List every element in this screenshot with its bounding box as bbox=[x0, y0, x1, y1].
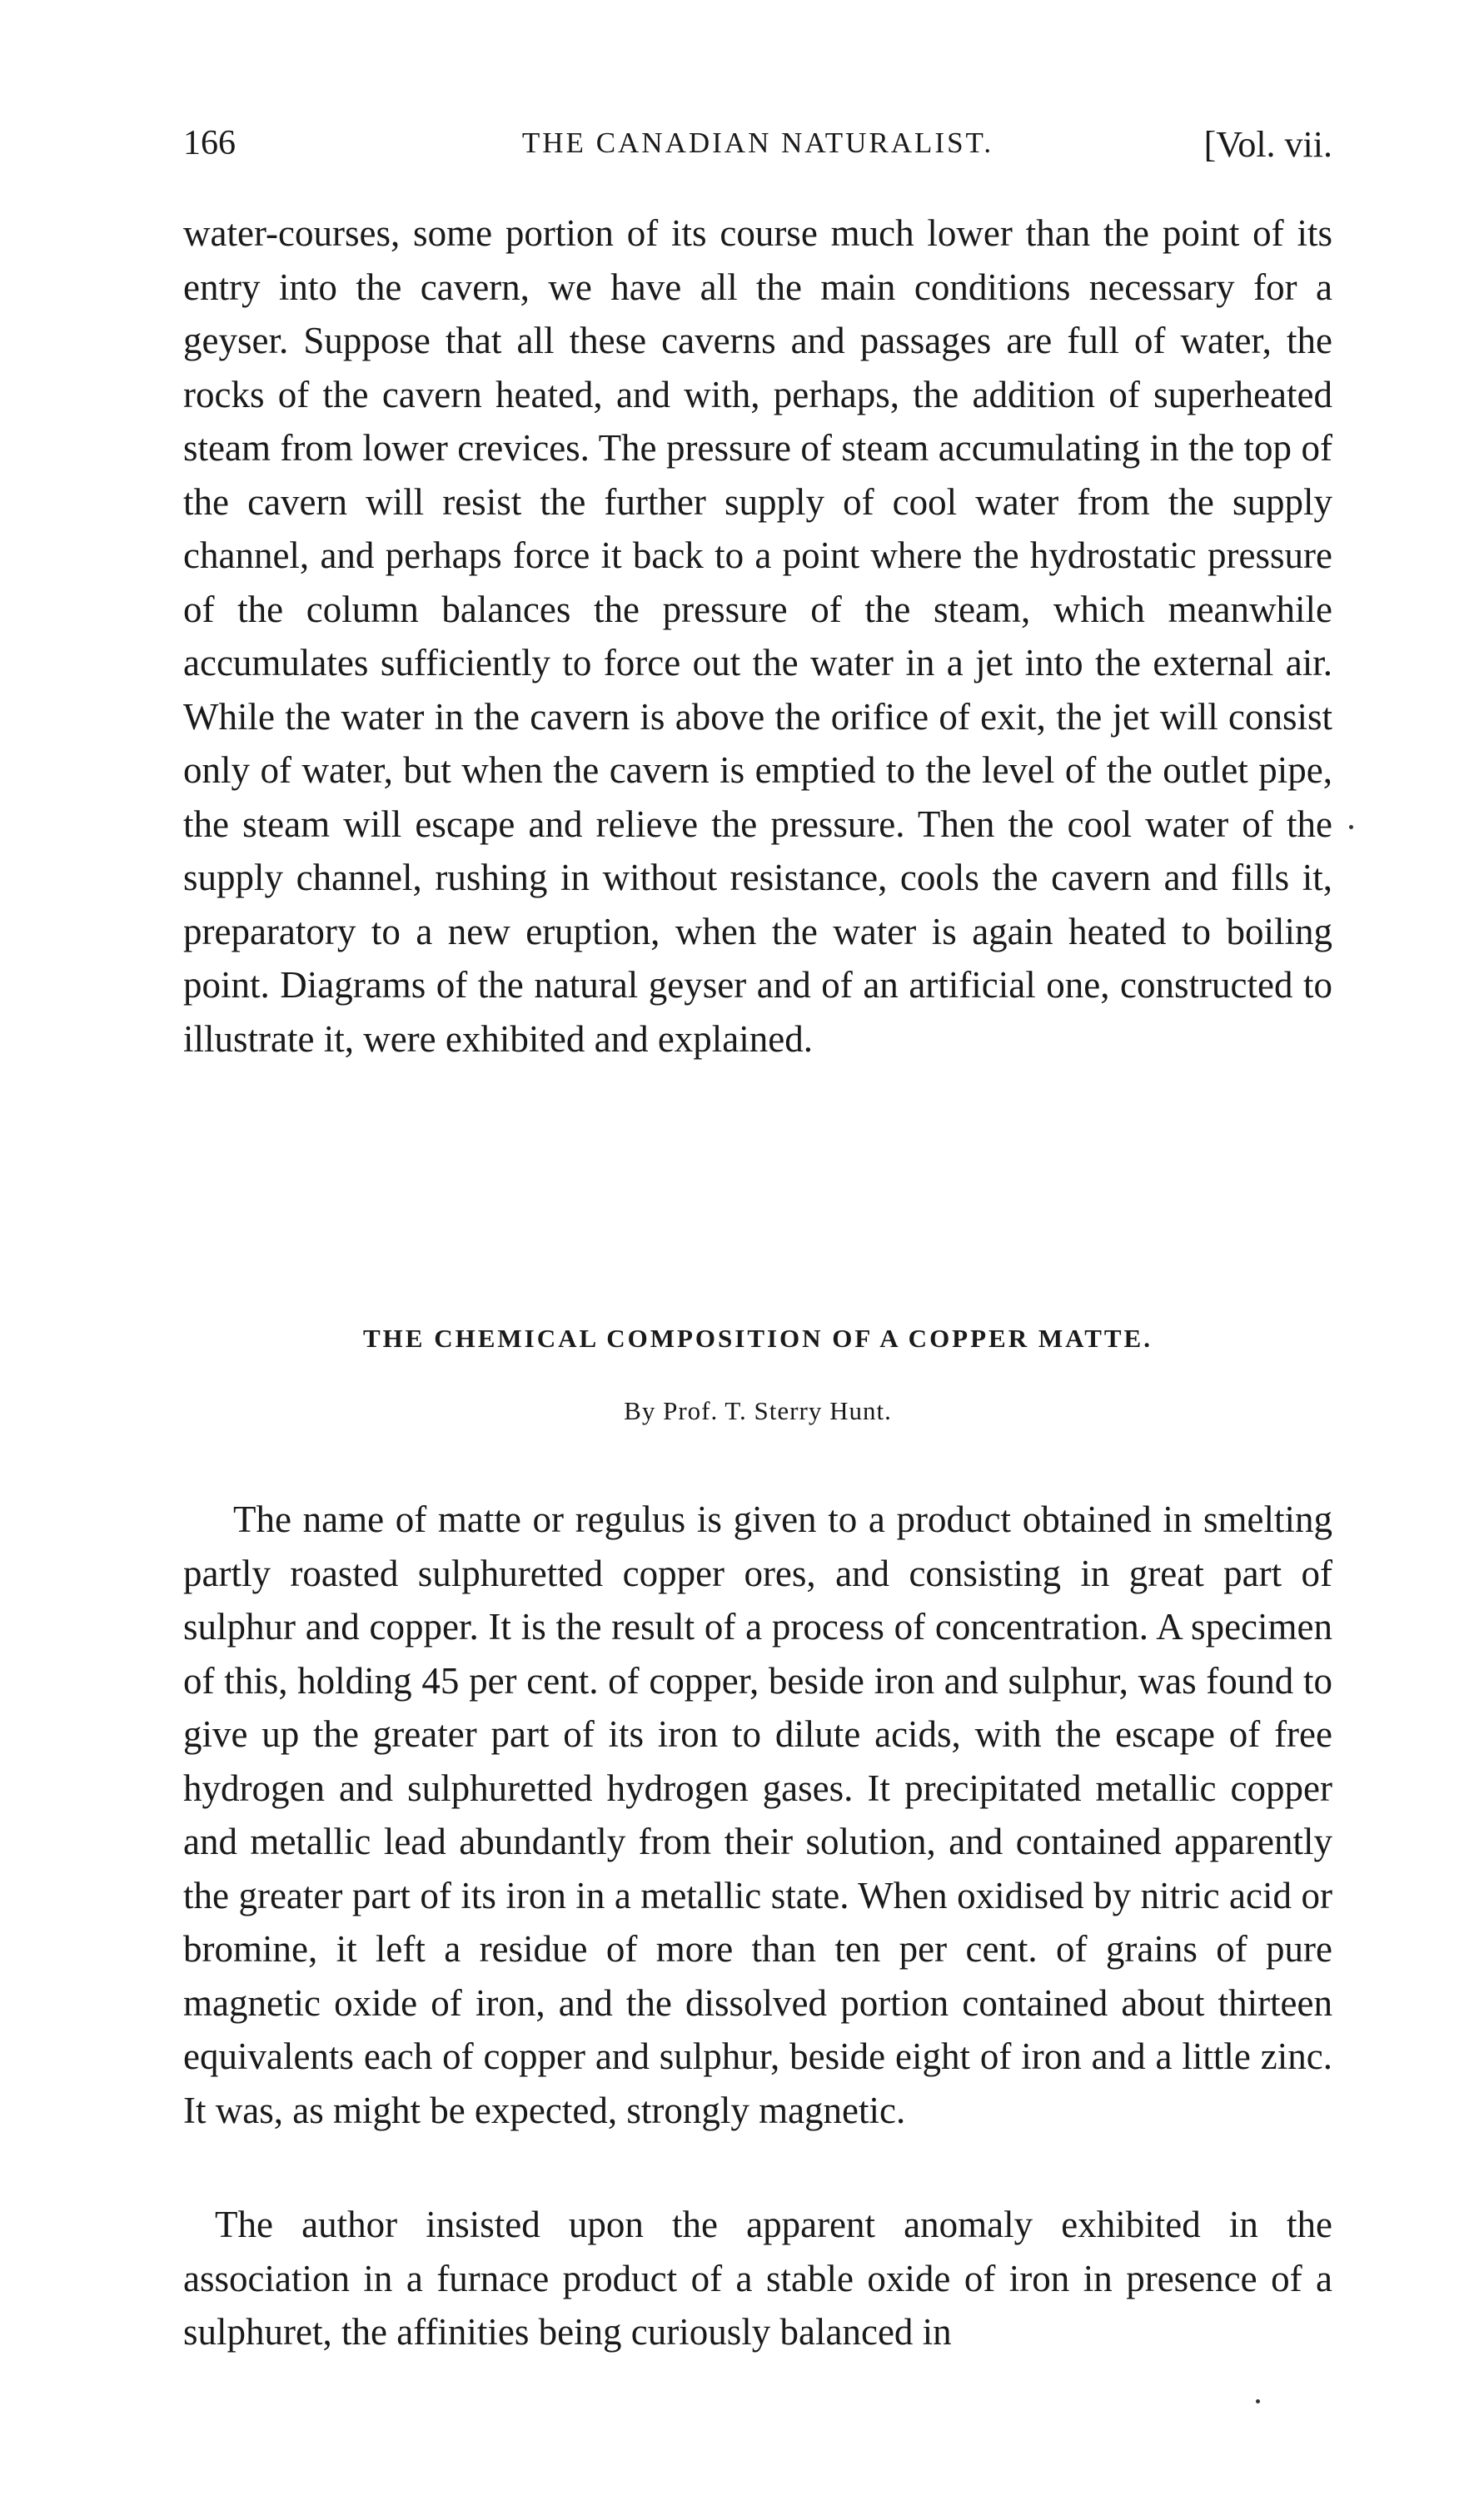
journal-title: THE CANADIAN NATURALIST. bbox=[521, 127, 994, 159]
paragraph-copper-matte: The name of matte or regulus is given to a product obtained in smelting partly roasted sulphuretted copper ores, and consisting in great part of sulphur and copper. It is the result of a process of concentration. A specimen of this, holding 45 per cent. of copper, beside iron and sulphur, was found to give up the greater part of its iron to dilute acids, with the escape of free hydrogen and sulphuretted hydrogen gases. It precipitated metallic copper and metallic lead abundantly from their solution, and contained apparently the greater part of its iron in a metallic state. When oxidised by nitric acid or bromine, it left a residue of more than ten per cent. of grains of pure magnetic oxide of iron, and the dissolved portion contained about thirteen equivalents each of copper and sulphur, beside eight of iron and a little zinc. It was, as might be expected, strongly magnetic. bbox=[183, 1499, 1332, 2131]
margin-dot bbox=[1349, 825, 1353, 829]
paragraph-geyser-continuation: water-courses, some portion of its course much lower than the point of its entry into the cavern, we have all the main conditions necessary for a geyser. Suppose that all these caverns and passages are full of water, the rocks of the cavern heated, and with, perhaps, the addition of superheated steam from lower crevices. The pressure of steam accumulating in the top of the cavern will resist the further supply of cool water from the supply channel, and perhaps force it back to a point where the hydrostatic pressure of the column balances the pressure of the steam, which meanwhile accumulates sufficiently to force out the water in a jet into the external air. While the water in the cavern is above the orifice of exit, the jet will consist only of water, but when the cavern is emptied to the level of the outlet pipe, the steam will escape and relieve the pressure. Then the cool water of the supply channel, rushing in without resistance, cools the cavern and fills it, preparatory to a new eruption, when the water is again heated to boiling point. Diagrams of the natural geyser and of an artificial one, constructed to illustrate it, were exhibited and explained. bbox=[183, 212, 1332, 1060]
page-number: 166 bbox=[183, 124, 236, 162]
volume-label: [Vol. vii. bbox=[1203, 124, 1332, 165]
paragraph-author-anomaly: The author insisted upon the apparent anomaly exhibited in the association in a furnace product of a stable oxide of iron in presence of a sulphuret, the affinities being curiously balanced in bbox=[183, 2204, 1332, 2353]
section-title: THE CHEMICAL COMPOSITION OF A COPPER MATTE. bbox=[363, 1324, 1153, 1353]
running-head bbox=[183, 123, 1332, 176]
author-byline: By Prof. T. Sterry Hunt. bbox=[624, 1396, 892, 1425]
bottom-dot bbox=[1256, 2399, 1260, 2403]
